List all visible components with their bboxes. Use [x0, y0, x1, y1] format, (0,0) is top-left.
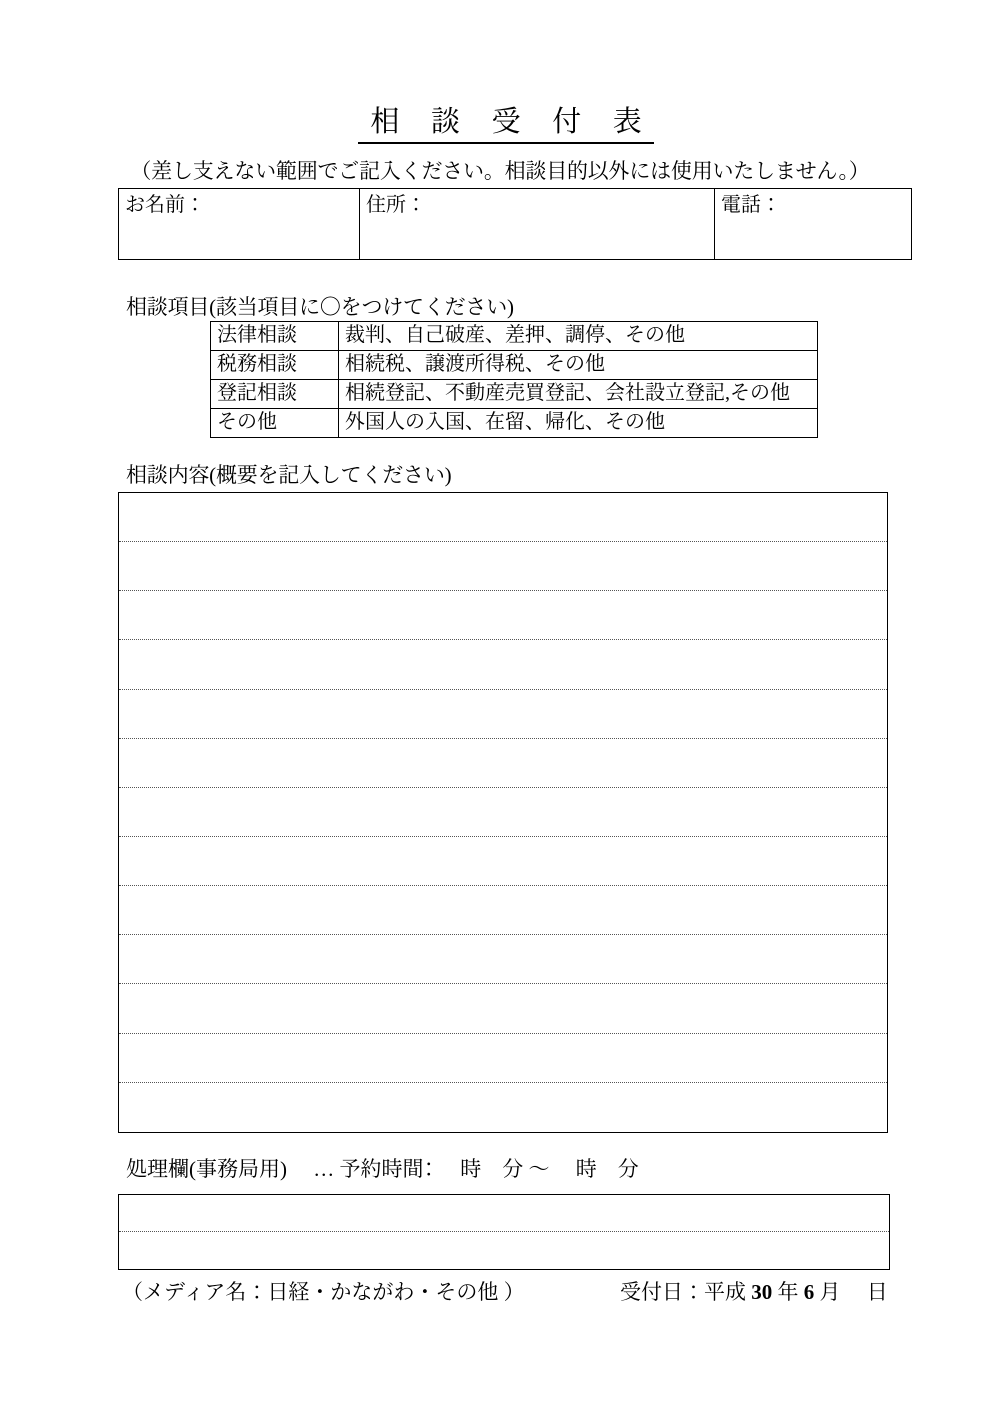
processing-label: 処理欄(事務局用) … 予約時間： 時 分 ～ 時 分	[126, 1157, 639, 1181]
received-date-month: 6	[803, 1280, 815, 1304]
content-rule-line[interactable]	[119, 493, 887, 542]
received-date-prefix: 受付日：平成	[620, 1280, 752, 1304]
table-row[interactable]	[211, 322, 818, 351]
name-field-cell[interactable]	[119, 189, 360, 260]
item-category: その他	[211, 409, 339, 438]
page-title-text: 相 談 受 付 表	[358, 104, 654, 144]
phone-field-cell[interactable]	[715, 189, 912, 260]
table-row[interactable]	[211, 409, 818, 438]
table-row	[119, 189, 912, 260]
item-category: 法律相談	[211, 322, 339, 351]
content-rule-line[interactable]	[119, 837, 887, 886]
consultation-items-caption: 相談項目(該当項目に〇をつけてください)	[126, 295, 514, 319]
processing-rule-line[interactable]	[119, 1195, 889, 1232]
item-options[interactable]: 裁判、自己破産、差押、調停、その他	[339, 322, 818, 351]
processing-area[interactable]	[118, 1194, 890, 1270]
content-rule-line[interactable]	[119, 640, 887, 689]
item-category: 登記相談	[211, 380, 339, 409]
media-source-label[interactable]: （メディア名：日経・かながわ・その他 ）	[122, 1280, 525, 1304]
content-rule-line[interactable]	[119, 935, 887, 984]
content-rule-line[interactable]	[119, 1083, 887, 1132]
consultation-items-table	[210, 321, 818, 438]
address-field-cell[interactable]	[360, 189, 715, 260]
consultation-content-area[interactable]	[118, 492, 888, 1133]
item-options[interactable]: 外国人の入国、在留、帰化、その他	[339, 409, 818, 438]
content-rule-line[interactable]	[119, 1034, 887, 1083]
footer	[118, 1276, 898, 1308]
item-category: 税務相談	[211, 351, 339, 380]
content-rule-line[interactable]	[119, 886, 887, 935]
consultation-content-caption: 相談内容(概要を記入してください)	[126, 463, 452, 487]
content-rule-line[interactable]	[119, 788, 887, 837]
processing-rule-line[interactable]	[119, 1232, 889, 1269]
received-date-year: 30	[751, 1280, 773, 1304]
content-rule-line[interactable]	[119, 984, 887, 1033]
received-date-label	[620, 1276, 888, 1308]
content-rule-line[interactable]	[119, 739, 887, 788]
content-rule-line[interactable]	[119, 591, 887, 640]
privacy-note: （差し支えない範囲でご記入ください。相談目的以外には使用いたしません。）	[130, 159, 870, 183]
contact-info-table	[118, 188, 912, 260]
received-date-month-unit: 月 日	[814, 1280, 888, 1304]
content-rule-line[interactable]	[119, 542, 887, 591]
address-label: 住所：	[366, 194, 426, 216]
page-title	[0, 104, 1000, 144]
content-rule-line[interactable]	[119, 690, 887, 739]
item-options[interactable]: 相続税、譲渡所得税、その他	[339, 351, 818, 380]
phone-label: 電話：	[721, 194, 781, 216]
item-options[interactable]: 相続登記、不動産売買登記、会社設立登記,その他	[339, 380, 818, 409]
received-date-year-unit: 年	[772, 1280, 804, 1304]
table-row[interactable]	[211, 351, 818, 380]
table-row[interactable]	[211, 380, 818, 409]
name-label: お名前：	[125, 194, 205, 216]
